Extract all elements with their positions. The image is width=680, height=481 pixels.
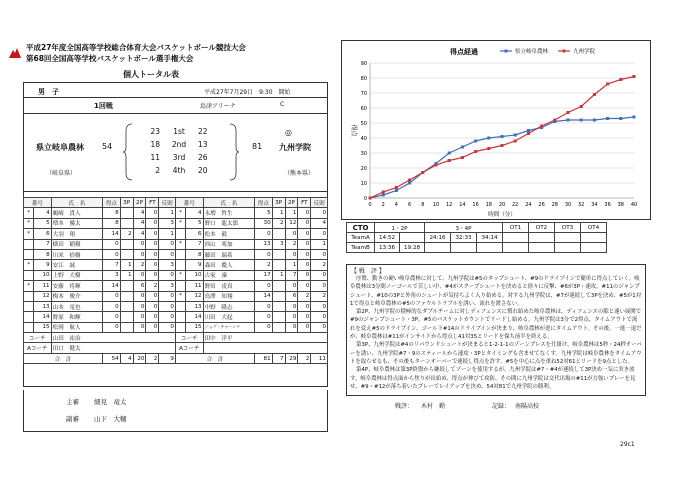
player-row: 14 野原 和輝 0 0 0 0 14 川田 大起 0 0 0 0 [24,312,328,322]
player-row: 12 梅本 俊介 0 0 0 0 * 12 鳥澤 知翔 14 6 2 2 [24,291,328,301]
data-point [606,117,609,120]
home-pref: （岐阜県） [46,170,77,177]
x-tick-label: 10 [432,202,440,208]
x-tick-label: 22 [512,202,519,208]
chart-title: 得点経過 [450,48,478,56]
data-point [421,171,424,174]
referee-label: 主審 [66,398,79,406]
data-point [501,135,504,138]
x-tick-label: 4 [394,202,398,208]
recorder-label: 記録： [492,403,511,410]
x-tick-label: 12 [446,202,453,208]
player-row: * 6 大羽 翔 14 2 4 0 1 6 松本 毅 0 0 0 0 [24,229,328,239]
commentary-body [350,275,642,391]
gender-label: 男 子 [38,88,59,96]
game-datetime: 平成27年7月29日 9:30 開始 [204,89,291,96]
x-tick-label: 18 [485,202,492,208]
player-row: 8 川米 拾樹 0 0 0 0 8 藤田 瑞希 0 0 0 0 [24,249,328,259]
commentary-paragraph: 第3P、九州学院は#4のリバウンドシュートが決まると1-2-1-1のゾーンプレスを仕掛け、岐阜農林は5秒・24秒オーバーを誘い、九州学院#7・9のスティールから速攻・3Pとタイミングも含ませてなくす。九州学院は岐阜農林をタイムアウトを取らせるも、その後もターンオーバーで連続し得点を許す。#5を中心に点を重ね52対61とリードを9点とした。 [350,342,642,365]
coach-row: コーチ 山田 祐治 コーチ 田中 洋平 [24,333,328,343]
data-point [487,137,490,140]
data-point [382,191,385,194]
right-brace-icon [229,123,239,181]
referee-name: 細見 竜太 [94,398,127,406]
y-tick-label: 20 [360,166,367,172]
data-point [633,116,636,119]
data-point [619,117,622,120]
x-tick-label: 36 [604,202,611,208]
page-subtitle: 個人トータル表 [123,70,179,79]
x-tick-label: 32 [578,202,585,208]
data-point [461,146,464,149]
x-tick-label: 16 [472,202,479,208]
x-tick-label: 2 [381,202,385,208]
data-point [461,156,464,159]
x-tick-label: 14 [459,202,466,208]
data-point [580,119,583,122]
quarter-scores [142,125,222,177]
y-axis-label: 得点 [350,124,357,137]
y-tick-label: 90 [360,61,367,67]
home-team-name: 県立岐阜農林 [36,143,84,152]
player-row: * 11 安藤 将輝 14 6 2 3 11 野田 凌真 0 0 0 0 [24,281,328,291]
y-tick-label: 50 [360,121,367,127]
x-tick-label: 38 [617,202,624,208]
commentary-title: 【 戦 評 】 [351,268,385,275]
legend-label: 県立岐阜農林 [515,49,549,55]
writer-name: 木村 勤 [421,403,446,410]
timeout-table [346,222,607,253]
data-point [514,134,517,137]
score-progress-chart [341,40,651,220]
left-brace-icon [123,123,133,181]
x-tick-label: 30 [564,202,572,208]
away-team-name: 九州学院 [279,143,311,152]
player-row: 7 横田 稲樹 0 0 0 0 * 7 西山 寒加 13 3 2 0 1 [24,239,328,249]
data-point [474,140,477,143]
total-row: 合 計 54 4 20 2 9 合 計 81 7 29 2 11 [24,353,328,363]
game-commentary-box [346,264,646,396]
player-row: * 5 増本 優太 8 4 0 3 * 5 野口 龍太郎 30 2 12 0 4 [24,218,328,228]
data-point [474,150,477,153]
y-tick-label: 30 [360,151,367,157]
umpire-label: 副審 [66,415,79,423]
winner-mark: ◎ [285,128,292,137]
timeout-header-row: CTO 1・2P 3・4P OT1 OT2 OT3 OT4 [347,223,607,233]
tournament-logo-icon [9,48,21,58]
data-point [567,119,570,122]
data-point [633,75,636,78]
home-score: 54 [102,142,113,151]
data-point [553,119,556,122]
court: C [280,101,285,108]
player-row: 10 上野 大樹 3 1 0 0 0 * 10 古家 凜 17 1 7 0 0 [24,270,328,280]
y-tick-label: 10 [360,181,367,187]
x-tick-label: 0 [368,202,372,208]
quarter-row: 18 2nd 13 [150,140,208,149]
data-point [540,125,543,128]
data-point [369,197,372,200]
away-score: 81 [252,142,263,151]
away-pref: （熊本県） [284,170,315,177]
x-tick-label: 26 [538,202,545,208]
data-point [448,159,451,162]
venue: 島津アリーナ [200,103,236,110]
commentary-paragraph: 第4P、岐阜農林は第3P終盤から継続してゾーンを使用するが、九州学院は#7・#4が連続して3P決め一気に突き放す。岐阜農林は得点面から焦りが出始め、得点が伸びて攻防、その間に九州学院は交代出場の#11が力強いプレーを見せ、#9・#12が落ち着いたプレーでレイアップを決め、54対81で九州学院の勝利。 [350,367,636,390]
data-point [395,186,398,189]
y-tick-label: 70 [360,91,367,97]
round-label: 1回戦 [94,102,113,110]
commentary-paragraph: 序盤、動きの硬い岐阜農林に対して、九州学院は#5のタップシュート、#9のドライブインで簡単に得点していく。岐阜農林は3分間ノーゴールで苦しい中、#4がスクープシュートを決めると徐々に反撃、#6が3P・速攻、#11のジャンプシュート、#10の3Pと外角のシュートが気持ちよく入り始める。対する九州学院は、#7が連続して3Pを決め、#5が1対1で得点と岐阜農林の#5のファウルトラブルを誘い、流れを渡さない。 [350,276,642,307]
chart-svg [342,41,652,221]
data-point [487,147,490,150]
y-tick-label: 40 [360,136,367,142]
player-row: * 4 鵜崎 貴人 8 4 0 1 * 4 永増 哲生 5 1 1 0 0 [24,208,328,218]
series-line [370,117,634,198]
x-axis-label: 時間（分） [488,212,516,218]
x-tick-label: 6 [408,202,412,208]
data-point [501,144,504,147]
data-point [593,119,596,122]
data-point [580,105,583,108]
y-tick-label: 60 [360,106,367,112]
page-code: 29c1 [620,441,635,448]
legend-marker [563,50,566,53]
quarter-row: 11 3rd 26 [150,153,208,162]
data-point [382,194,385,197]
data-point [435,164,438,167]
quarter-row: 23 1st 22 [150,127,208,136]
data-point [593,93,596,96]
legend-label: 九州学院 [573,49,596,55]
data-point [619,78,622,81]
timeout-row: TeamB 13:36 19:28 [347,243,607,253]
stats-header-row: 番号 氏 名 得点 3P 2P FT 反則 番号 氏 名 得点 3P 2P FT 反則 [24,198,328,208]
y-tick-label: 0 [363,196,367,202]
x-tick-label: 8 [421,202,425,208]
player-row: 13 山本 竜也 0 0 0 0 13 中野 隆志 0 0 0 0 [24,301,328,311]
legend-marker [505,50,508,53]
umpire-name: 山下 大輔 [94,415,127,423]
x-tick-label: 34 [591,202,598,208]
timeout-row: TeamA 14:52 24:16 32:33 34:14 [347,233,607,243]
acoach-row: Aコーチ 田口 健太 Aコーチ [24,343,328,353]
data-point [527,132,530,135]
recorder-name: 南陽高校 [515,403,540,410]
data-point [527,129,530,132]
data-point [448,152,451,155]
x-tick-label: 20 [498,202,506,208]
data-point [395,189,398,192]
data-point [408,179,411,182]
x-tick-label: 40 [630,202,638,208]
data-point [567,111,570,114]
y-tick-label: 80 [360,76,367,82]
player-stats-table [23,197,328,364]
quarter-row: 2 4th 20 [155,166,208,175]
title-line2: 第68回全国高等学校バスケットボール選手権大会 [26,54,194,63]
data-point [606,83,609,86]
commentary-paragraph: 第2P、九州学院の積極的なダブルチームに対しディフェンスに慣れ始めた岐阜農林は、ディフェンスの隙と速い展開で#9のジャンプシュート・3P、#5のバスケットカウントでリードし始める。九州学院は3分で2得点、タイムアウトで流れを変え#5のドライブイン、ゴール下#14のドライブインが決まり、岐阜農林が逆にタイムアウト。その後、一進一退だが、岐阜農林は#11がインサイドから得点し41対35とリードを保ち前半を終える。 [350,309,642,341]
player-row: * 9 安江 誠 7 1 2 0 3 9 森田 慶人 2 1 0 2 [24,260,328,270]
officials-box [23,390,328,432]
data-point [514,140,517,143]
title-line1: 平成27年度全国高等学校総合体育大会バスケットボール競技大会 [26,43,246,52]
data-point [408,182,411,185]
player-row: 15 松岡 航人 0 0 0 0 15 ジョブ・チャーンド 0 0 0 0 [24,322,328,332]
x-tick-label: 28 [551,202,558,208]
writer-label: 戦評： [395,403,414,410]
x-tick-label: 24 [525,202,532,208]
